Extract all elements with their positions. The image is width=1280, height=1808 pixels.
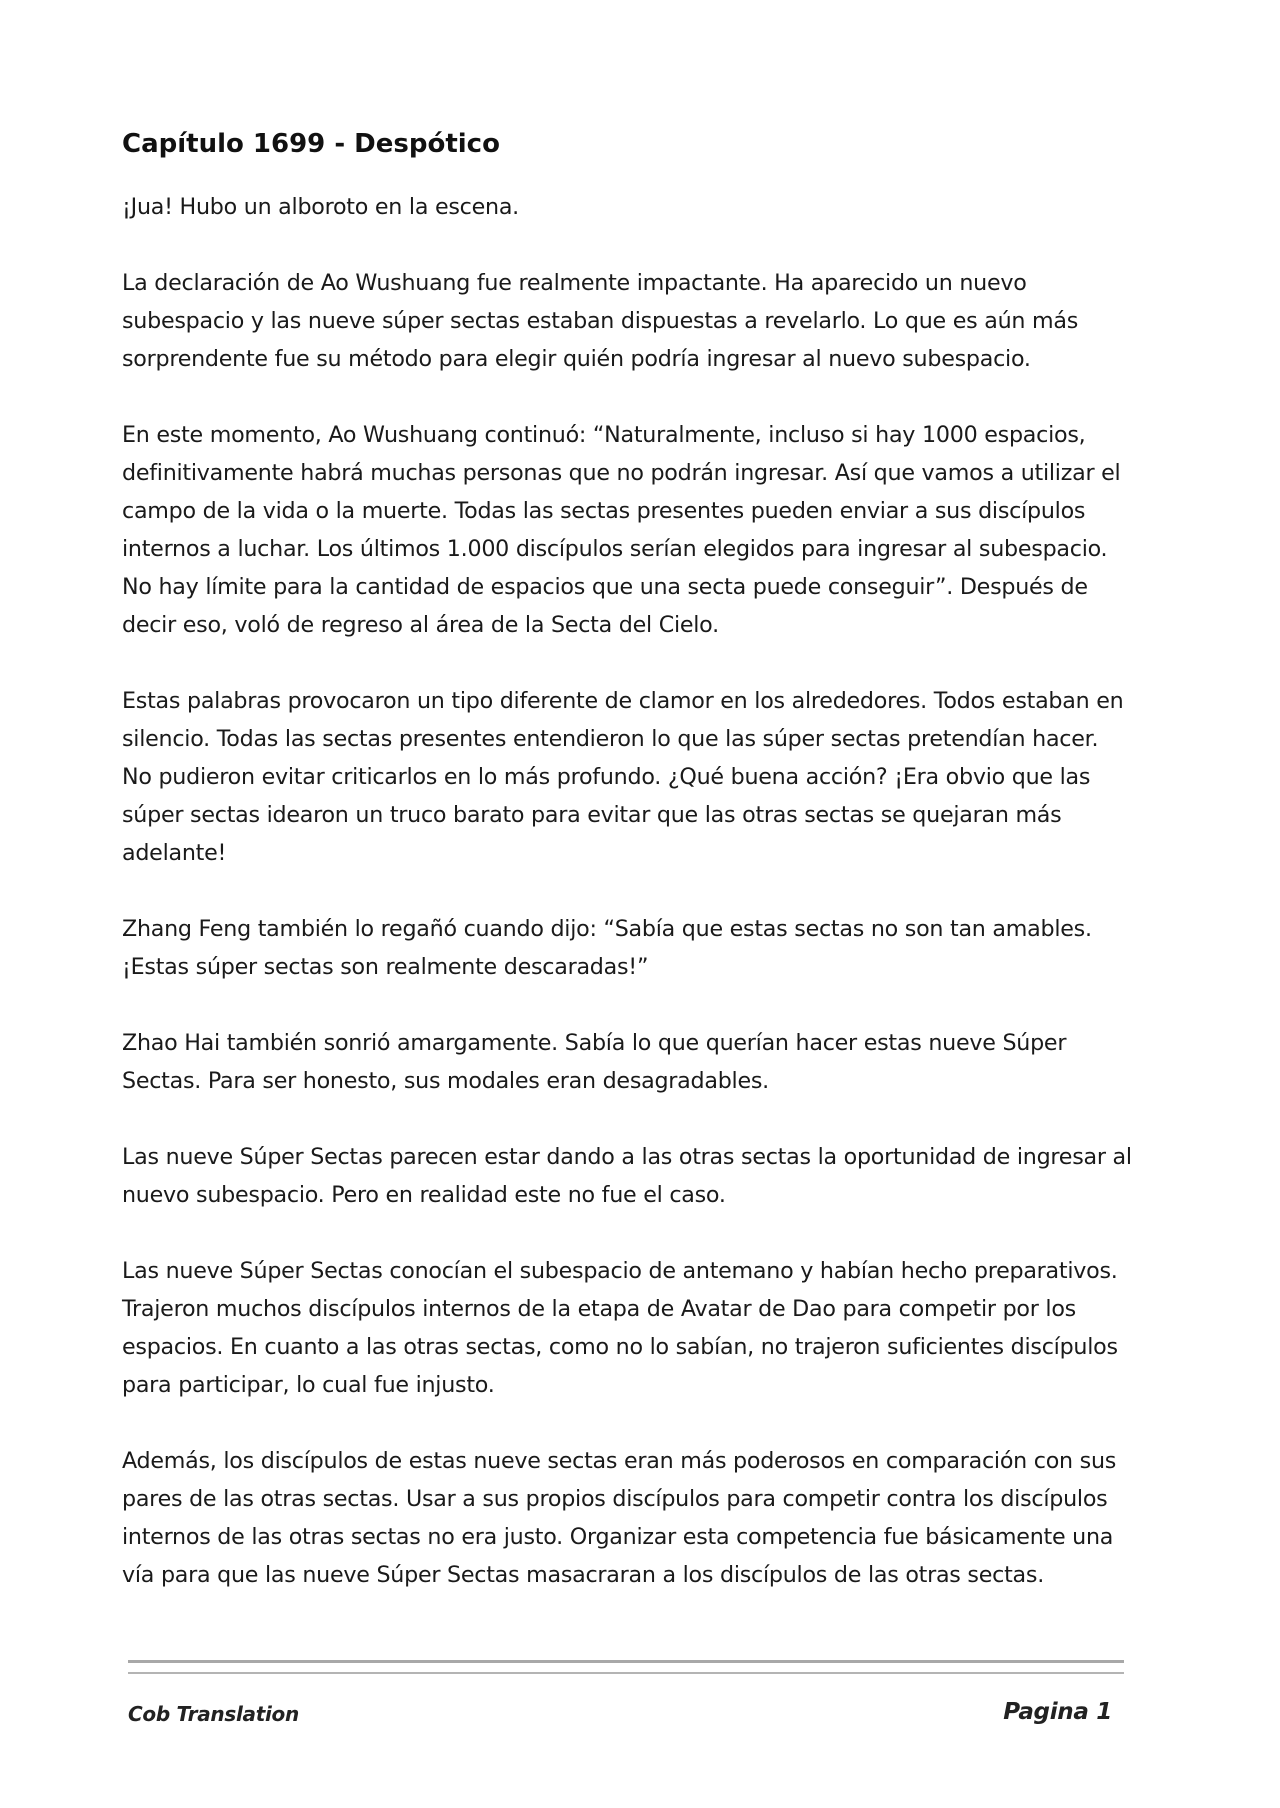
paragraph-8: Las nueve Súper Sectas conocían el subespacio de antemano y habían hecho preparativos. Trajeron muchos discípulos internos de la etapa de Avatar de Dao para competir por los espacios. En cuanto a las otras sectas, como no lo sabían, no trajeron suficientes discípulos para participar, lo cual fue injusto.	[122, 1258, 1118, 1398]
footer-divider-bottom	[128, 1672, 1124, 1674]
paragraph-7: Las nueve Súper Sectas parecen estar dando a las otras sectas la oportunidad de ingresar al nuevo subespacio. Pero en realidad este no fue el caso.	[122, 1144, 1132, 1208]
footer-divider-top	[128, 1660, 1124, 1663]
paragraph-5: Zhang Feng también lo regañó cuando dijo: “Sabía que estas sectas no son tan amables. ¡Estas súper sectas son realmente descaradas!”	[122, 916, 1092, 980]
paragraph-2: La declaración de Ao Wushuang fue realmente impactante. Ha aparecido un nuevo subespacio y las nueve súper sectas estaban dispuestas a revelarlo. Lo que es aún más sorprendente fue su método para elegir quién podría ingresar al nuevo subespacio.	[122, 270, 1079, 372]
document-body	[122, 120, 1132, 1632]
paragraph-4: Estas palabras provocaron un tipo diferente de clamor en los alrededores. Todos estaban en silencio. Todas las sectas presentes entendieron lo que las súper sectas pretendían hacer. No pudieron evitar criticarlos en lo más profundo. ¿Qué buena acción? ¡Era obvio que las súper sectas idearon un truco barato para evitar que las otras sectas se quejaran más adelante!	[122, 688, 1124, 866]
paragraph-9: Además, los discípulos de estas nueve sectas eran más poderosos en comparación con sus pares de las otras sectas. Usar a sus propios discípulos para competir contra los discípulos internos de las otras sectas no era justo. Organizar esta competencia fue básicamente una vía para que las nueve Súper Sectas masacraran a los discípulos de las otras sectas.	[122, 1448, 1117, 1588]
footer-page-number: Pagina 1	[1003, 1699, 1112, 1725]
chapter-title: Capítulo 1699 - Despótico	[122, 129, 500, 159]
footer-translator-credit: Cob Translation	[128, 1702, 299, 1726]
paragraph-6: Zhao Hai también sonrió amargamente. Sabía lo que querían hacer estas nueve Súper Sectas. Para ser honesto, sus modales eran desagradables.	[122, 1030, 1067, 1094]
paragraph-3: En este momento, Ao Wushuang continuó: “Naturalmente, incluso si hay 1000 espacios, definitivamente habrá muchas personas que no podrán ingresar. Así que vamos a utilizar el campo de la vida o la muerte. Todas las sectas presentes pueden enviar a sus discípulos internos a luchar. Los últimos 1.000 discípulos serían elegidos para ingresar al subespacio. No hay límite para la cantidad de espacios que una secta puede conseguir”. Después de decir eso, voló de regreso al área de la Secta del Cielo.	[122, 422, 1121, 638]
paragraph-1: ¡Jua! Hubo un alboroto en la escena.	[122, 194, 519, 220]
